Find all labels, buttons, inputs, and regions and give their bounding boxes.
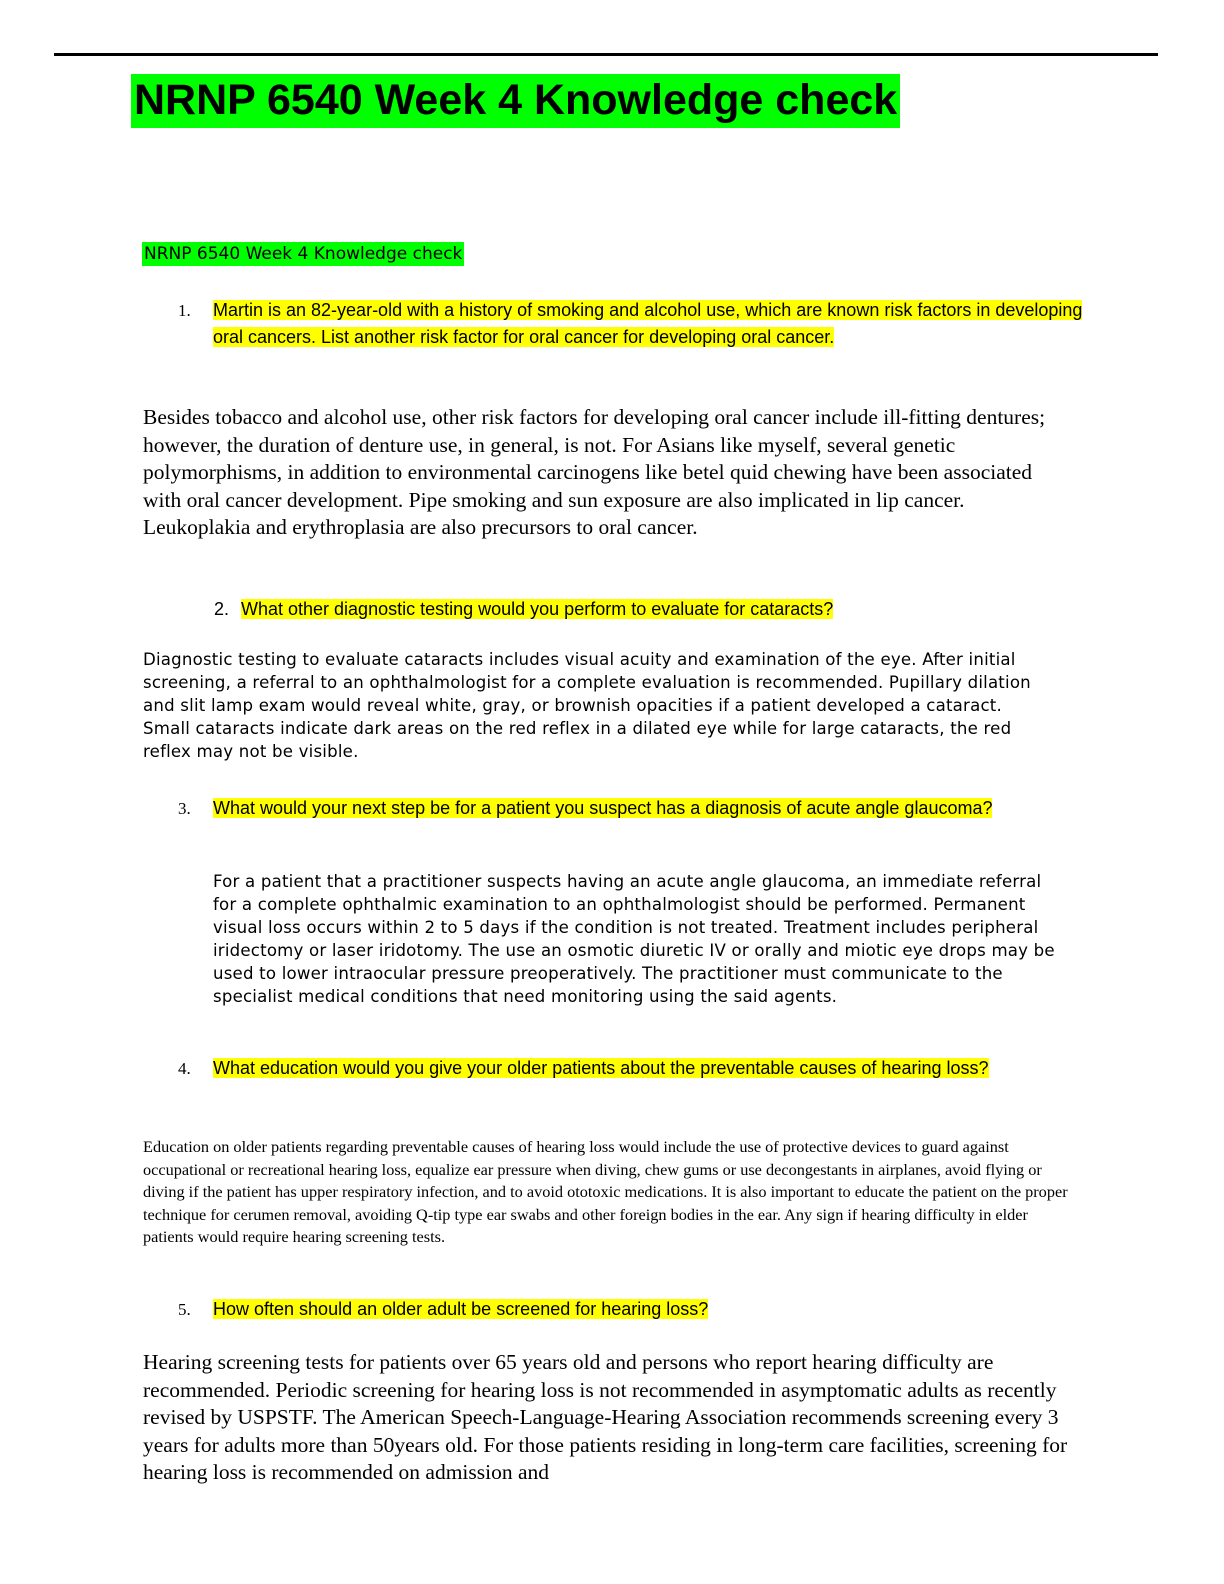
question-3	[178, 795, 1023, 822]
question-4-number: 4.	[178, 1059, 191, 1078]
question-5-text: How often should an older adult be screened for hearing loss?	[213, 1299, 709, 1319]
question-4	[178, 1055, 1083, 1082]
question-1-number: 1.	[178, 301, 191, 320]
question-2-text: What other diagnostic testing would you perform to evaluate for cataracts?	[241, 599, 834, 619]
question-4-text: What education would you give your older patients about the preventable causes of hearing loss?	[213, 1058, 989, 1078]
question-3-number: 3.	[178, 799, 191, 818]
question-3-text: What would your next step be for a patient you suspect has a diagnosis of acute angle glaucoma?	[213, 798, 993, 818]
document-subtitle: NRNP 6540 Week 4 Knowledge check	[144, 244, 463, 264]
answer-4: Education on older patients regarding preventable causes of hearing loss would include the use of protective devices to guard against occupational or recreational hearing loss, equalize ear pressure when diving, chew gums or use decongestants in airplanes, avoid flying or diving if the patient has upper respiratory infection, and to avoid ototoxic medications. It is also important to educate the patient on the proper technique for cerumen removal, avoiding Q-tip type ear swabs and other foreign bodies in the ear. Any sign if hearing difficulty in elder patients would require hearing screening tests.	[143, 1137, 1068, 1246]
question-2	[214, 596, 1041, 623]
document-title: NRNP 6540 Week 4 Knowledge check	[131, 74, 900, 128]
answer-2: Diagnostic testing to evaluate cataracts includes visual acuity and examination of the eye. After initial screening, a referral to an ophthalmologist for a complete evaluation is recommended. Pupillary dilation and slit lamp exam would reveal white, gray, or brownish opacities if a patient developed a cataract. Small cataracts indicate dark areas on the red reflex in a dilated eye while for large cataracts, the red reflex may not be visible.	[143, 650, 1031, 761]
question-1	[178, 297, 1083, 351]
answer-1: Besides tobacco and alcohol use, other risk factors for developing oral cancer include ill-fitting dentures; however, the duration of denture use, in general, is not. For Asians like myself, several genetic polymorphisms, in addition to environmental carcinogens like betel quid chewing have been associated with oral cancer development. Pipe smoking and sun exposure are also implicated in lip cancer. Leukoplakia and erythroplasia are also precursors to oral cancer.	[143, 405, 1046, 539]
answer-3: For a patient that a practitioner suspects having an acute angle glaucoma, an immediate referral for a complete ophthalmic examination to an ophthalmologist should be performed. Permanent visual loss occurs within 2 to 5 days if the condition is not treated. Treatment includes peripheral iridectomy or laser iridotomy. The use an osmotic diuretic IV or orally and miotic eye drops may be used to lower intraocular pressure preoperatively. The practitioner must communicate to the specialist medical conditions that need monitoring using the said agents.	[213, 872, 1055, 1006]
question-5-number: 5.	[178, 1300, 191, 1319]
question-5	[178, 1296, 1013, 1323]
question-1-text: Martin is an 82-year-old with a history of smoking and alcohol use, which are known risk factors in developing oral cancers. List another risk factor for oral cancer for developing oral cancer.	[213, 300, 1083, 347]
top-horizontal-rule	[54, 53, 1158, 56]
question-2-number: 2.	[214, 599, 230, 619]
answer-5: Hearing screening tests for patients over 65 years old and persons who report hearing difficulty are recommended. Periodic screening for hearing loss is not recommended in asymptomatic adults as recently revised by USPSTF. The American Speech-Language-Hearing Association recommends screening every 3 years for adults more than 50years old. For those patients residing in long-term care facilities, screening for hearing loss is recommended on admission and	[143, 1350, 1068, 1484]
